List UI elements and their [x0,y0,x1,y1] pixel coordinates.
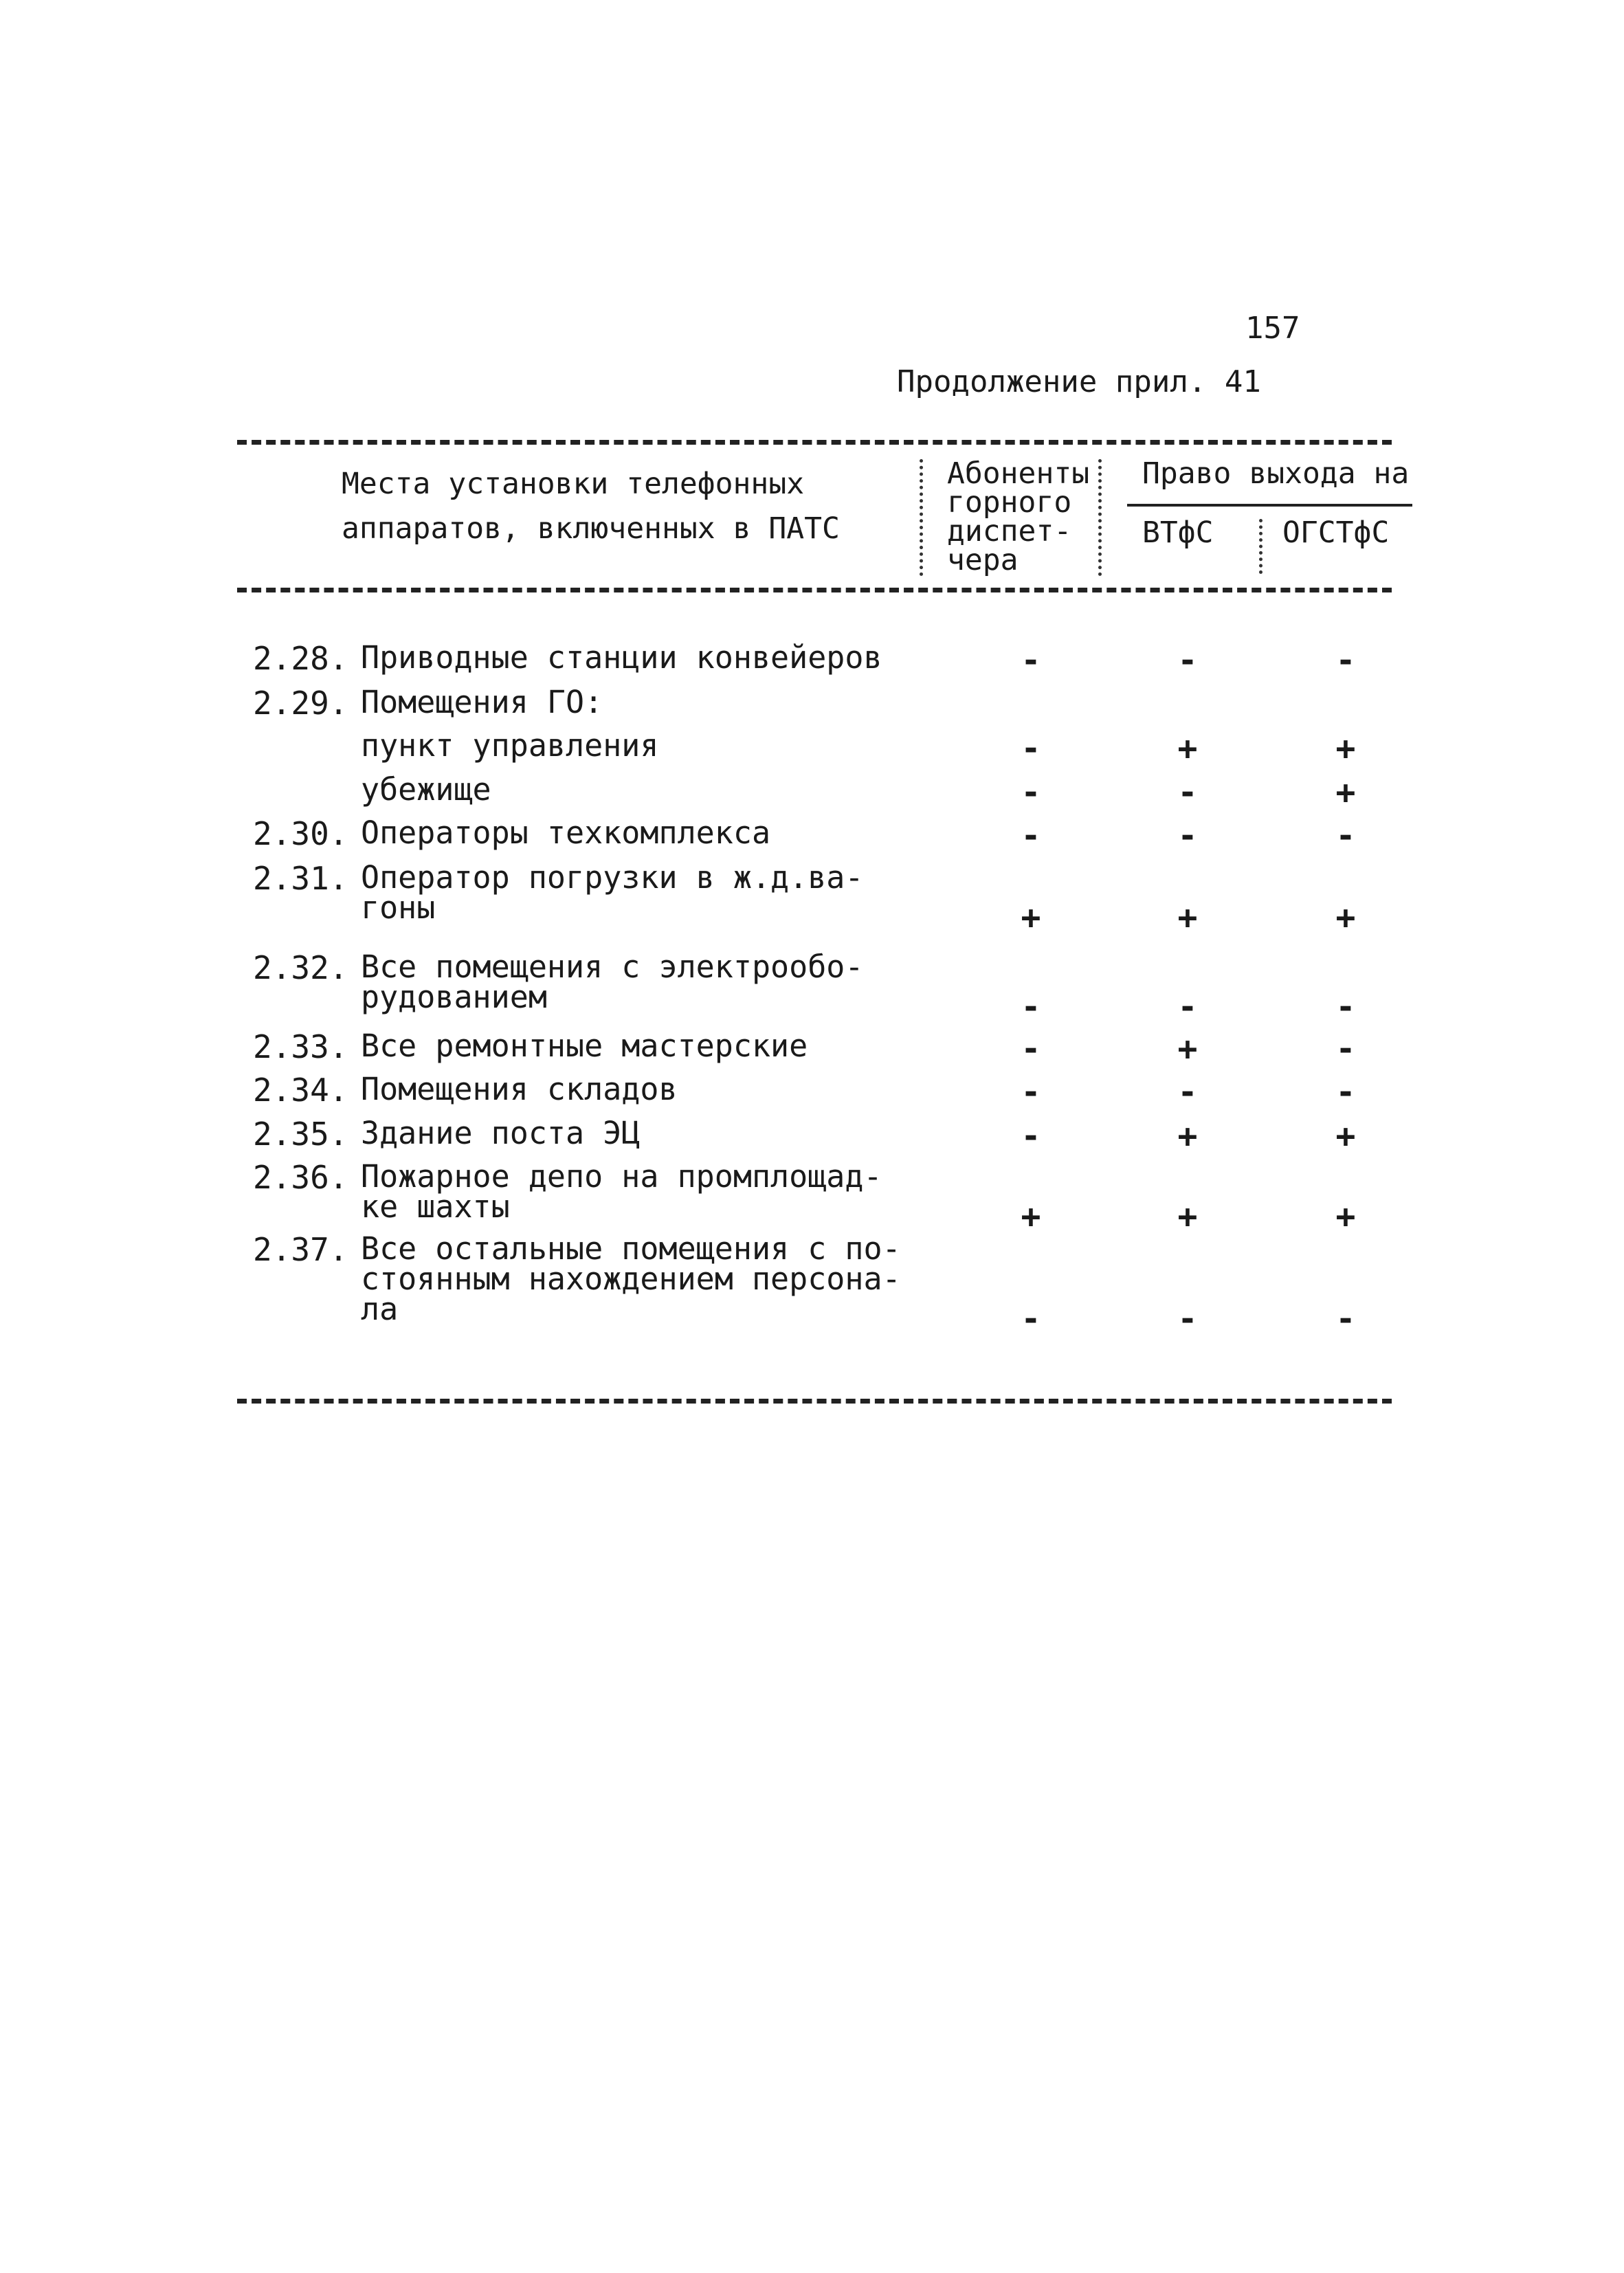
header-col-ogstfs: ОГСТфС [1282,515,1390,550]
header-col-dispatcher-line1: Абоненты [947,456,1090,491]
row-name-line: рудованием [361,979,547,1015]
row-name-line: убежище [361,771,491,808]
row-mark: - [1021,1300,1041,1338]
row-name-line: Приводные станции конвейеров [361,639,882,676]
row-mark: + [1335,773,1356,812]
header-col-access: Право выхода на [1142,456,1410,491]
row-mark: - [1335,1073,1356,1111]
row-mark: + [1177,729,1198,768]
header-col-vtfs: ВТфС [1142,515,1214,550]
row-mark: + [1177,898,1198,937]
row-mark: - [1021,1117,1041,1155]
row-mark: - [1021,1030,1041,1068]
row-mark: - [1177,641,1198,680]
row-mark: + [1177,1197,1198,1236]
row-name-line: стоянным нахождением персона- [361,1261,901,1297]
row-mark: - [1177,773,1198,812]
row-mark: - [1335,641,1356,680]
row-mark: - [1021,729,1041,768]
table-bottom-rule [237,1399,1392,1404]
row-mark: - [1021,773,1041,812]
row-mark: - [1177,1073,1198,1111]
row-mark: - [1177,817,1198,855]
header-separator-mid [1098,459,1102,576]
header-col-place-line2: аппаратов, включенных в ПАТС [342,511,840,546]
row-mark: - [1177,1300,1198,1338]
page-number: 157 [1245,311,1300,346]
row-mark: + [1177,1030,1198,1068]
row-mark: + [1335,898,1356,937]
row-mark: + [1335,1197,1356,1236]
row-number: 2.35. [253,1116,348,1153]
header-separator-right [1259,519,1263,574]
row-number: 2.32. [253,949,348,986]
row-name-line: Оператор погрузки в ж.д.ва- [361,859,864,896]
row-number: 2.29. [253,685,348,722]
header-access-rule [1127,504,1412,507]
row-name-line: Здание поста ЭЦ [361,1115,641,1151]
row-mark: + [1335,729,1356,768]
row-mark: + [1021,1197,1041,1236]
header-col-dispatcher-line4: чера [947,543,1019,577]
row-name-line: пункт управления [361,727,659,764]
row-mark: - [1177,988,1198,1026]
header-col-dispatcher-line2: горного [947,485,1072,520]
row-number: 2.33. [253,1028,348,1065]
row-name-line: Помещения ГО: [361,684,603,720]
row-mark: - [1021,641,1041,680]
row-number: 2.37. [253,1231,348,1268]
header-col-place-line1: Места установки телефонных [342,467,805,501]
row-mark: - [1335,1300,1356,1338]
row-name-line: Пожарное депо на промплощад- [361,1158,882,1195]
row-name-line: Помещения складов [361,1071,678,1107]
row-name-line: Все ремонтные мастерские [361,1028,808,1064]
row-number: 2.31. [253,860,348,897]
continuation-title: Продолжение прил. 41 [897,364,1261,399]
table-top-rule [237,440,1392,445]
row-mark: - [1021,988,1041,1026]
row-mark: + [1335,1117,1356,1155]
header-bottom-rule [237,588,1392,592]
row-mark: + [1021,898,1041,937]
row-number: 2.28. [253,640,348,677]
row-number: 2.36. [253,1159,348,1196]
row-mark: - [1021,817,1041,855]
row-number: 2.34. [253,1072,348,1109]
row-mark: + [1177,1117,1198,1155]
row-name-line: гоны [361,889,436,926]
row-mark: - [1335,1030,1356,1068]
row-mark: - [1335,988,1356,1026]
row-name-line: ке шахты [361,1188,510,1225]
row-name-line: Операторы техкомплекса [361,814,771,851]
row-name-line: Все остальные помещения с по- [361,1230,901,1267]
header-col-dispatcher-line3: диспет- [947,514,1072,548]
row-number: 2.30. [253,815,348,852]
row-mark: - [1335,817,1356,855]
row-name-line: Все помещения с электрообо- [361,949,864,985]
row-mark: - [1021,1073,1041,1111]
row-name-line: ла [361,1291,399,1327]
header-separator-left [920,459,923,576]
